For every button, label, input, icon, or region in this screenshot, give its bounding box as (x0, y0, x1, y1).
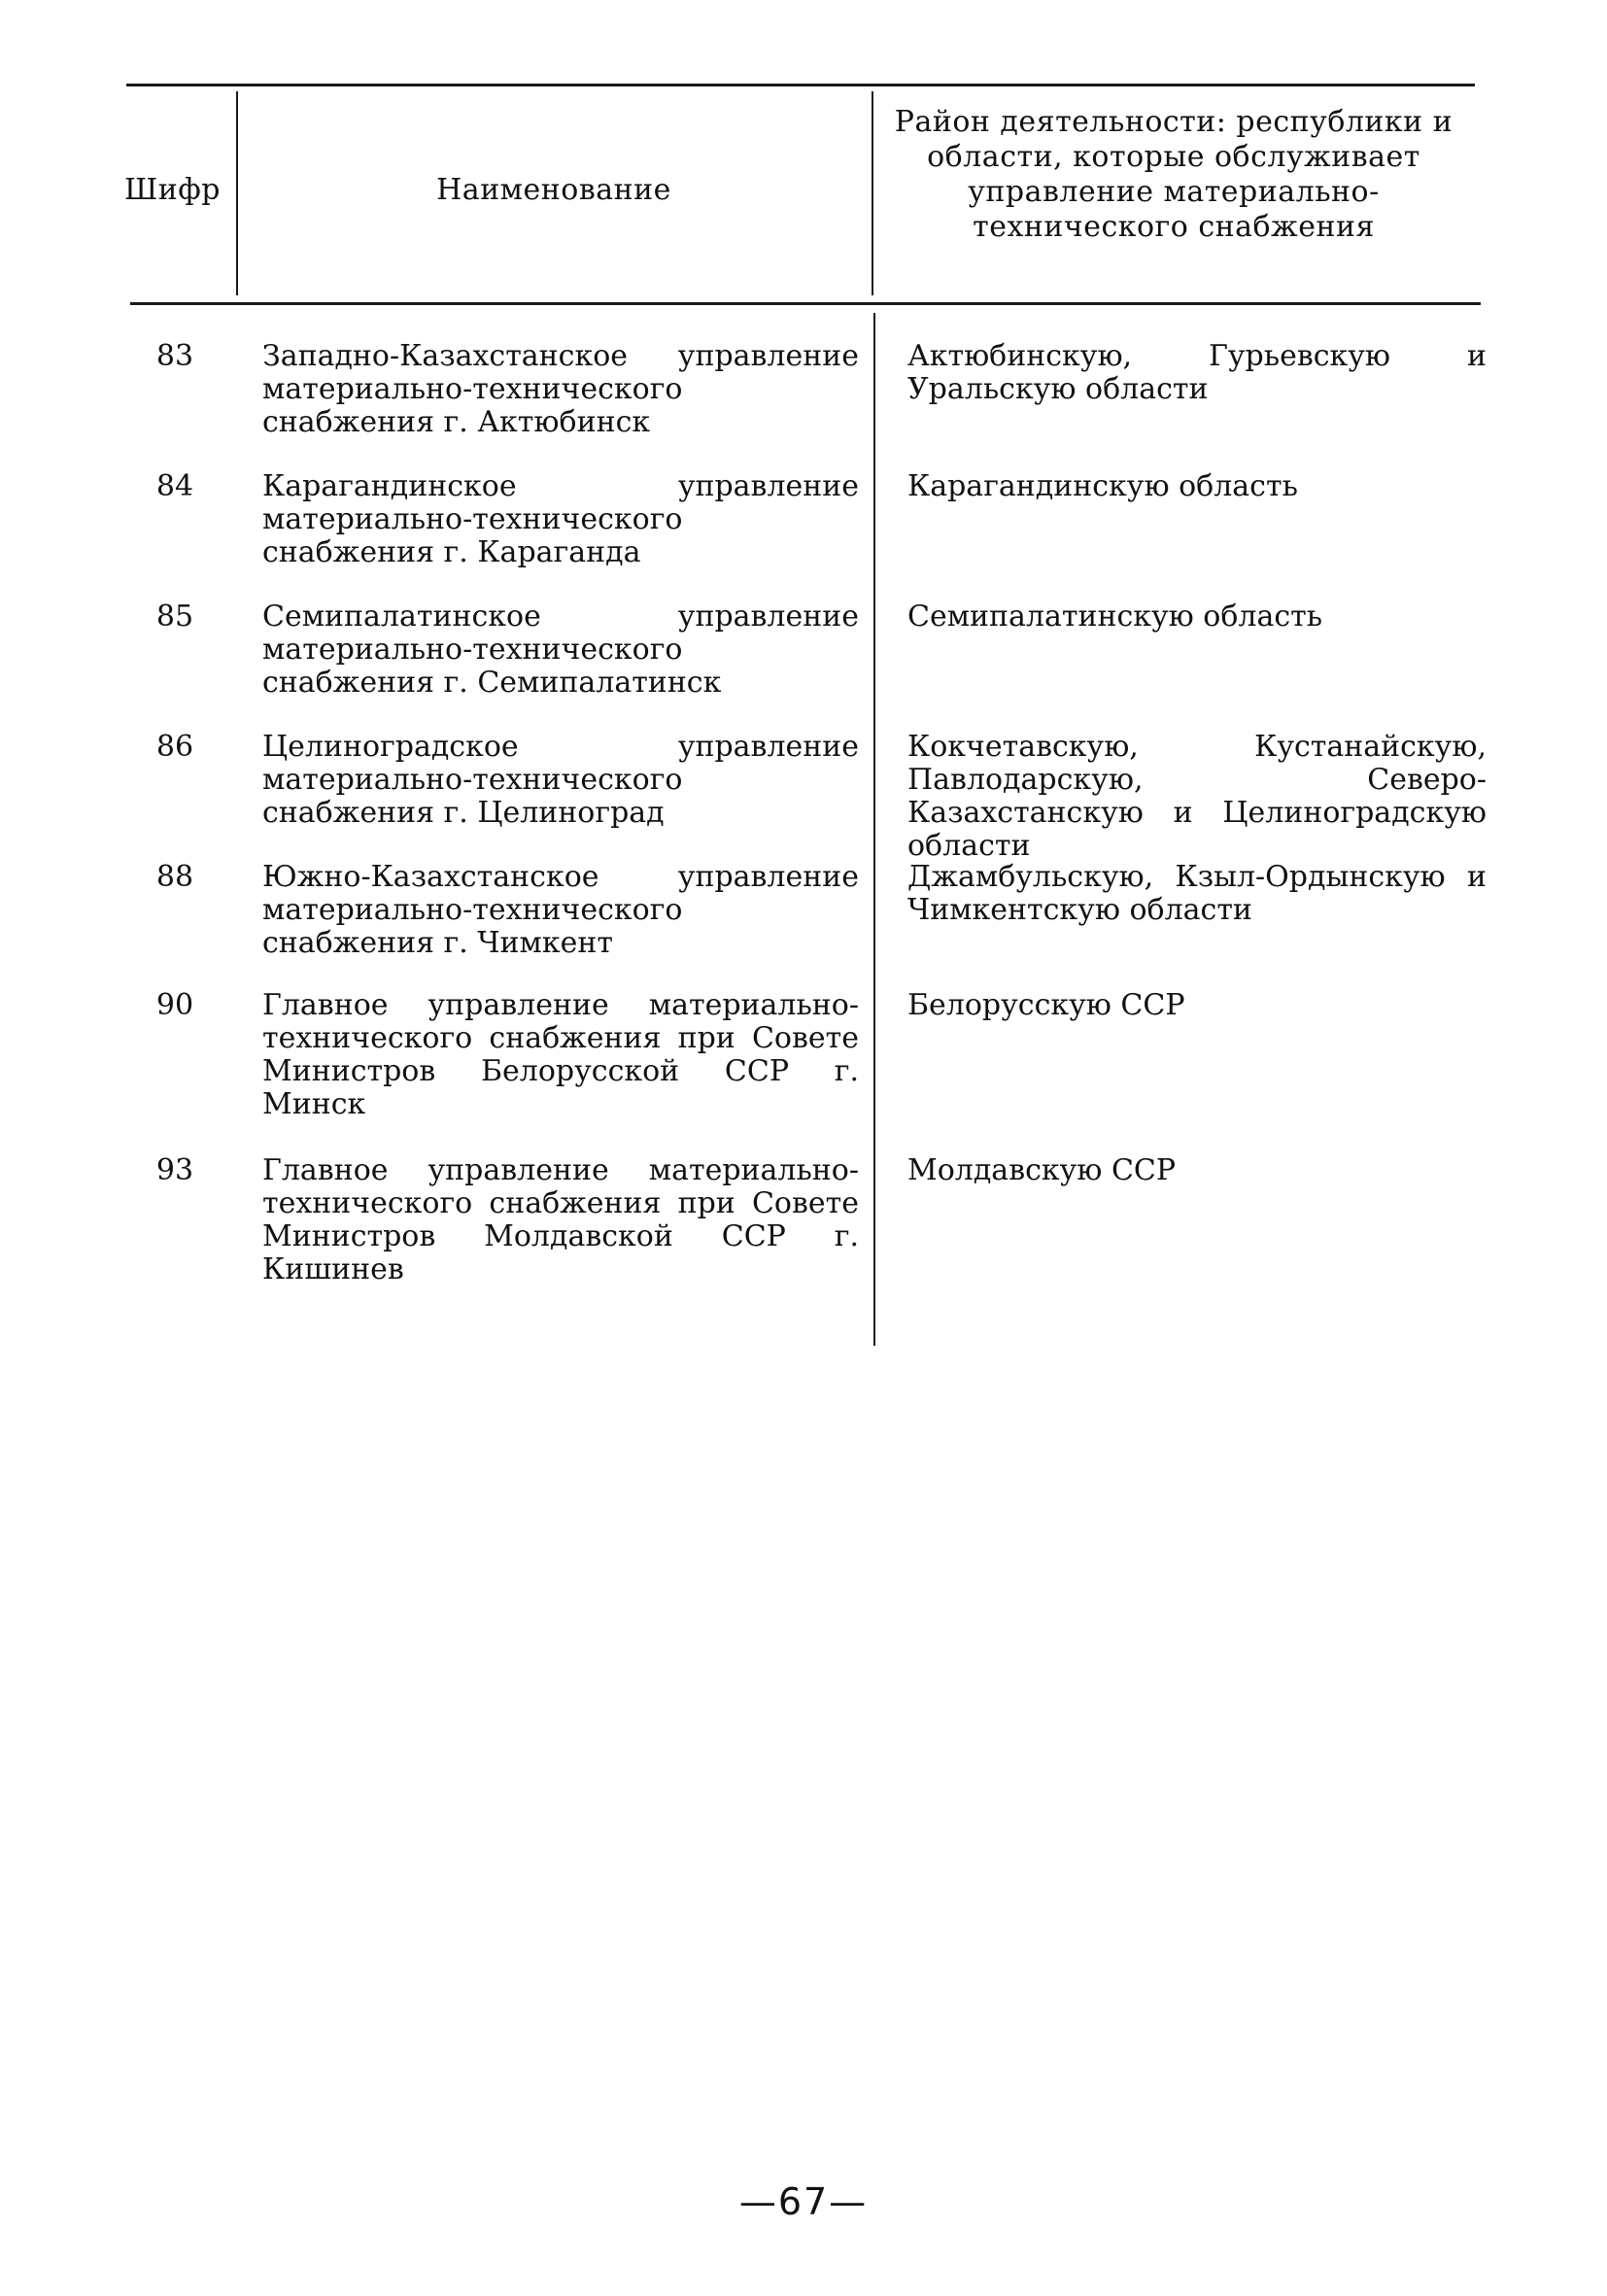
header-bottom-rule (130, 302, 1481, 305)
row-region: Карагандинскую область (907, 469, 1298, 503)
row-code: 85 (155, 600, 194, 634)
row-name: Западно-Казахстанское управление материально-технического снабжения г. Актюбинск (262, 339, 859, 439)
row-region: Кокчетавскую, Кустанайскую, Павлодарскую, Северо-Казахстанскую и Целиноградскую области (907, 730, 1487, 863)
row-region: Актюбинскую, Гурьевскую и Уральскую области (907, 339, 1487, 406)
row-region: Белорусскую ССР (907, 988, 1185, 1022)
row-code: 83 (155, 339, 194, 373)
row-code: 90 (155, 988, 194, 1022)
header-cipher: Шифр (124, 173, 221, 207)
table-top-rule (126, 84, 1475, 86)
row-name: Главное управление материально-технического снабжения при Совете Министров Белорусской ССР г. Минск (262, 988, 859, 1121)
row-name: Карагандинское управление материально-технического снабжения г. Караганда (262, 469, 859, 569)
row-name: Целиноградское управление материально-технического снабжения г. Целиноград (262, 730, 859, 830)
row-code: 86 (155, 730, 194, 764)
body-column-divider (873, 313, 875, 1346)
header-divider-2 (872, 91, 873, 295)
row-region: Семипалатинскую область (907, 600, 1323, 634)
row-region: Джамбульскую, Кзыл-Ордынскую и Чимкентскую области (907, 860, 1487, 927)
row-name: Южно-Казахстанское управление материально-технического снабжения г. Чимкент (262, 860, 859, 960)
row-region: Молдавскую ССР (907, 1153, 1177, 1187)
header-region: Район деятельности: республики и области, которые обслуживает управление материально-технического снабжения (894, 105, 1453, 244)
row-name: Семипалатинское управление материально-технического снабжения г. Семипалатинск (262, 600, 859, 700)
header-name: Наименование (436, 173, 671, 207)
page-number: —67— (738, 2180, 869, 2223)
row-code: 93 (155, 1153, 194, 1187)
row-code: 88 (155, 860, 194, 894)
row-name: Главное управление материально-технического снабжения при Совете Министров Молдавской ССР г. Кишинев (262, 1153, 859, 1286)
row-code: 84 (155, 469, 194, 503)
